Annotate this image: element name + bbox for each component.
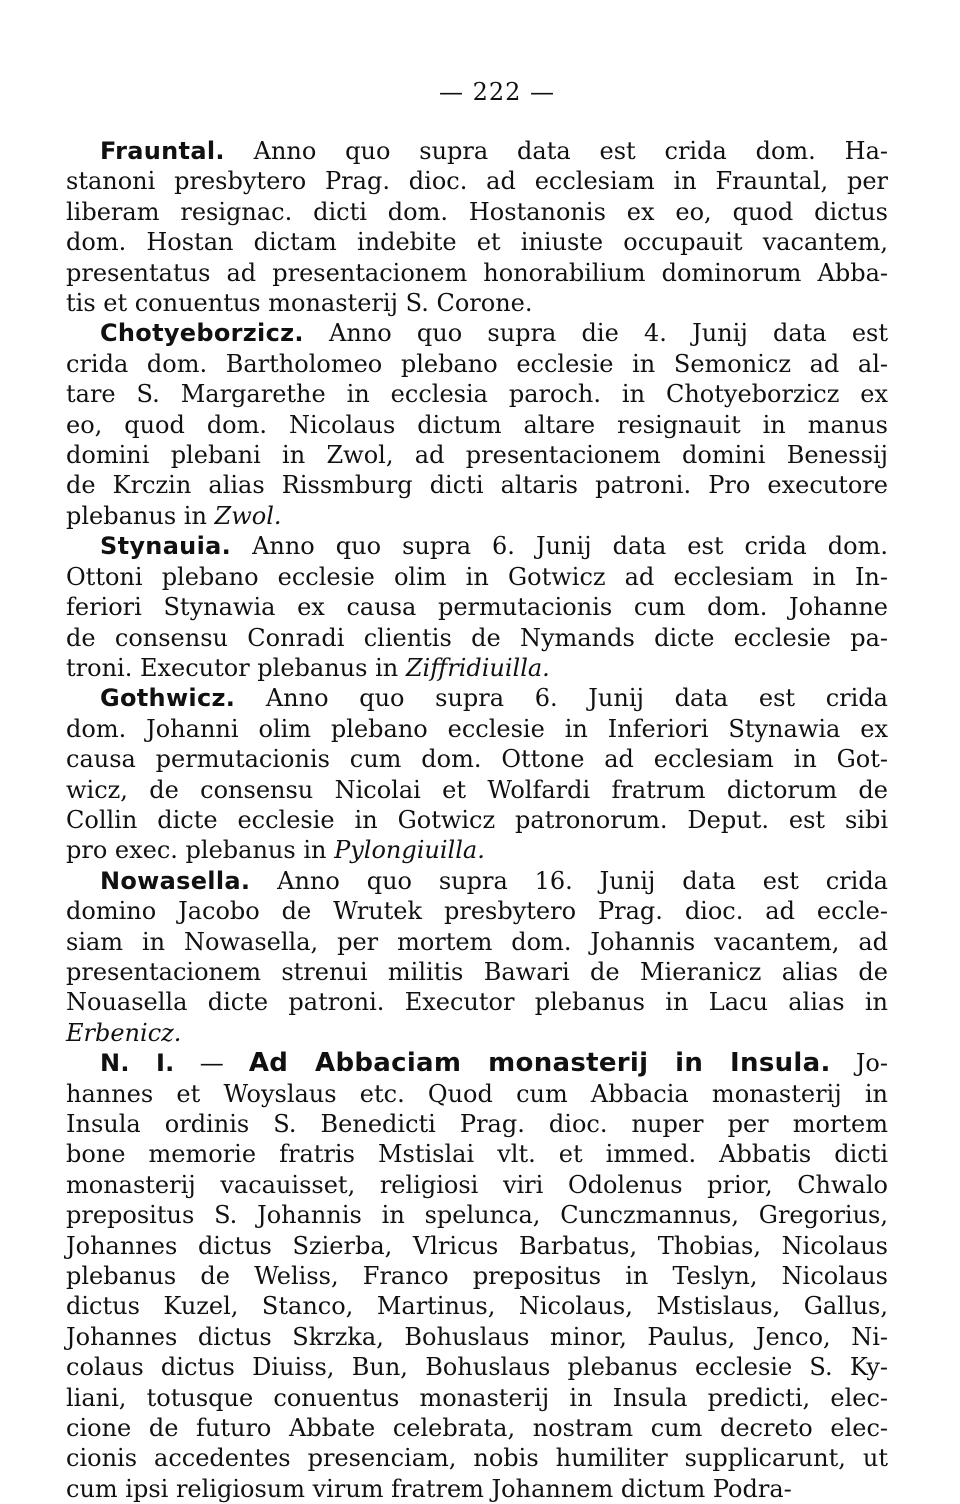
section-number: N. I. xyxy=(100,1049,175,1078)
text-line: cum ipsi religiosum virum fratrem Johannem dictum Podra- xyxy=(66,1474,792,1503)
executor-place: Ziffridiuilla. xyxy=(405,653,550,682)
text-line: crida dom. Bartholomeo plebano ecclesie in Semonicz ad al- xyxy=(66,349,888,378)
entry-heading: Chotyeborzicz. xyxy=(100,319,304,348)
entry-heading: Gothwicz. xyxy=(100,684,236,713)
entry-first-line xyxy=(66,531,888,561)
entry-stynauia xyxy=(66,531,888,683)
text-line: tis et conuentus monasterij S. Corone. xyxy=(66,289,533,318)
line-text: Anno quo supra 6. Junij data est crida dom. xyxy=(252,532,888,561)
text-line: eo, quod dom. Nicolaus dictum altare resignauit in manus xyxy=(66,410,888,439)
entry-gothwicz xyxy=(66,683,888,865)
text-line: presentatus ad presentacionem honorabilium dominorum Abba- xyxy=(66,258,888,287)
text-line xyxy=(66,501,888,531)
text-line: presentacionem strenui militis Bawari de Mieranicz alias de xyxy=(66,957,888,986)
page-number: — 222 — xyxy=(438,78,556,106)
text-line: dictus Kuzel, Stanco, Martinus, Nicolaus, Mstislaus, Gallus, xyxy=(66,1292,888,1321)
text-line: Johannes dictus Skrzka, Bohuslaus minor, Paulus, Jenco, Ni- xyxy=(66,1322,888,1351)
text-line: prepositus S. Johannis in spelunca, Cunczmannus, Gregorius, xyxy=(66,1201,888,1230)
text-line: domino Jacobo de Wrutek presbytero Prag. dioc. ad eccle- xyxy=(66,897,888,926)
section-title: Ad Abbaciam monasterij in Insula. xyxy=(248,1048,831,1079)
text-line: cionis accedentes presenciam, nobis humiliter supplicarunt, ut xyxy=(66,1444,888,1473)
entry-heading: Nowasella. xyxy=(100,866,251,895)
text-line xyxy=(66,835,888,865)
executor-place: Erbenicz. xyxy=(66,1018,182,1047)
text-line: feriori Stynawia ex causa permutacionis cum dom. Johanne xyxy=(66,593,888,622)
entry-heading: Stynauia. xyxy=(100,532,232,561)
section-first-line xyxy=(66,1048,888,1078)
line-text: troni. Executor plebanus in xyxy=(66,653,406,682)
entry-frauntal xyxy=(66,136,888,318)
text-line xyxy=(66,653,888,683)
text-line: Collin dicte ecclesie in Gotwicz patronorum. Deput. est sibi xyxy=(66,805,888,834)
text-line: cione de futuro Abbate celebrata, nostram cum decreto elec- xyxy=(66,1414,888,1443)
line-text: Anno quo supra 6. Junij data est crida xyxy=(265,684,888,713)
line-text: Anno quo supra die 4. Junij data est xyxy=(329,319,888,348)
text-line: causa permutacionis cum dom. Ottone ad ecclesiam in Got- xyxy=(66,745,888,774)
text-line: Nouasella dicte patroni. Executor plebanus in Lacu alias in xyxy=(66,988,888,1017)
text-line: dom. Johanni olim plebano ecclesie in Inferiori Stynawia ex xyxy=(66,714,888,743)
text-line: de Krczin alias Rissmburg dicti altaris patroni. Pro executore xyxy=(66,471,888,500)
entry-nowasella xyxy=(66,866,888,1048)
text-line: stanoni presbytero Prag. dioc. ad ecclesiam in Frauntal, per xyxy=(66,167,888,196)
text-line: colaus dictus Diuiss, Bun, Bohuslaus plebanus ecclesie S. Ky- xyxy=(66,1353,888,1382)
text-line: liberam resignac. dicti dom. Hostanonis ex eo, quod dictus xyxy=(66,197,888,226)
entry-first-line xyxy=(66,683,888,713)
text-line: dom. Hostan dictam indebite et iniuste occupauit vacantem, xyxy=(66,228,888,257)
executor-place: Zwol. xyxy=(214,501,282,530)
executor-place: Pylongiuilla. xyxy=(334,836,485,865)
text-line: wicz, de consensu Nicolai et Wolfardi fratrum dictorum de xyxy=(66,775,888,804)
text-line: domini plebani in Zwol, ad presentacionem domini Benessij xyxy=(66,441,888,470)
line-text: pro exec. plebanus in xyxy=(66,836,335,865)
document-page xyxy=(66,78,888,1504)
text-line xyxy=(66,1018,888,1048)
line-text: Anno quo supra data est crida dom. Ha- xyxy=(253,137,888,165)
text-line: Johannes dictus Szierba, Vlricus Barbatus, Thobias, Nicolaus xyxy=(66,1231,888,1260)
entry-first-line xyxy=(66,866,888,896)
text-line: hannes et Woyslaus etc. Quod cum Abbacia monasterij in xyxy=(66,1079,888,1108)
text-line: Insula ordinis S. Benedicti Prag. dioc. nuper per mortem xyxy=(66,1110,888,1138)
text-line: liani, totusque conuentus monasterij in Insula predicti, elec- xyxy=(66,1383,888,1412)
line-text: Jo- xyxy=(855,1049,888,1078)
text-line: Ottoni plebano ecclesie olim in Gotwicz ad ecclesiam in In- xyxy=(66,562,888,591)
section-abbacia xyxy=(66,1048,888,1504)
section-dash: — xyxy=(199,1049,224,1078)
entry-first-line xyxy=(66,136,888,166)
entry-chotyeborzicz xyxy=(66,318,888,531)
line-text: Anno quo supra 16. Junij data est crida xyxy=(277,866,888,895)
entry-first-line xyxy=(66,318,888,348)
text-line: monasterij vacauisset, religiosi viri Odolenus prior, Chwalo xyxy=(66,1170,888,1199)
text-line: bone memorie fratris Mstislai vlt. et immed. Abbatis dicti xyxy=(66,1140,888,1169)
text-line: tare S. Margarethe in ecclesia paroch. in Chotyeborzicz ex xyxy=(66,380,888,409)
entry-heading: Frauntal. xyxy=(100,137,225,165)
text-line: de consensu Conradi clientis de Nymands dicte ecclesie pa- xyxy=(66,623,888,652)
line-text: plebanus in xyxy=(66,501,215,530)
text-line: siam in Nowasella, per mortem dom. Johannis vacantem, ad xyxy=(66,927,888,956)
text-line: plebanus de Weliss, Franco prepositus in Teslyn, Nicolaus xyxy=(66,1262,888,1291)
